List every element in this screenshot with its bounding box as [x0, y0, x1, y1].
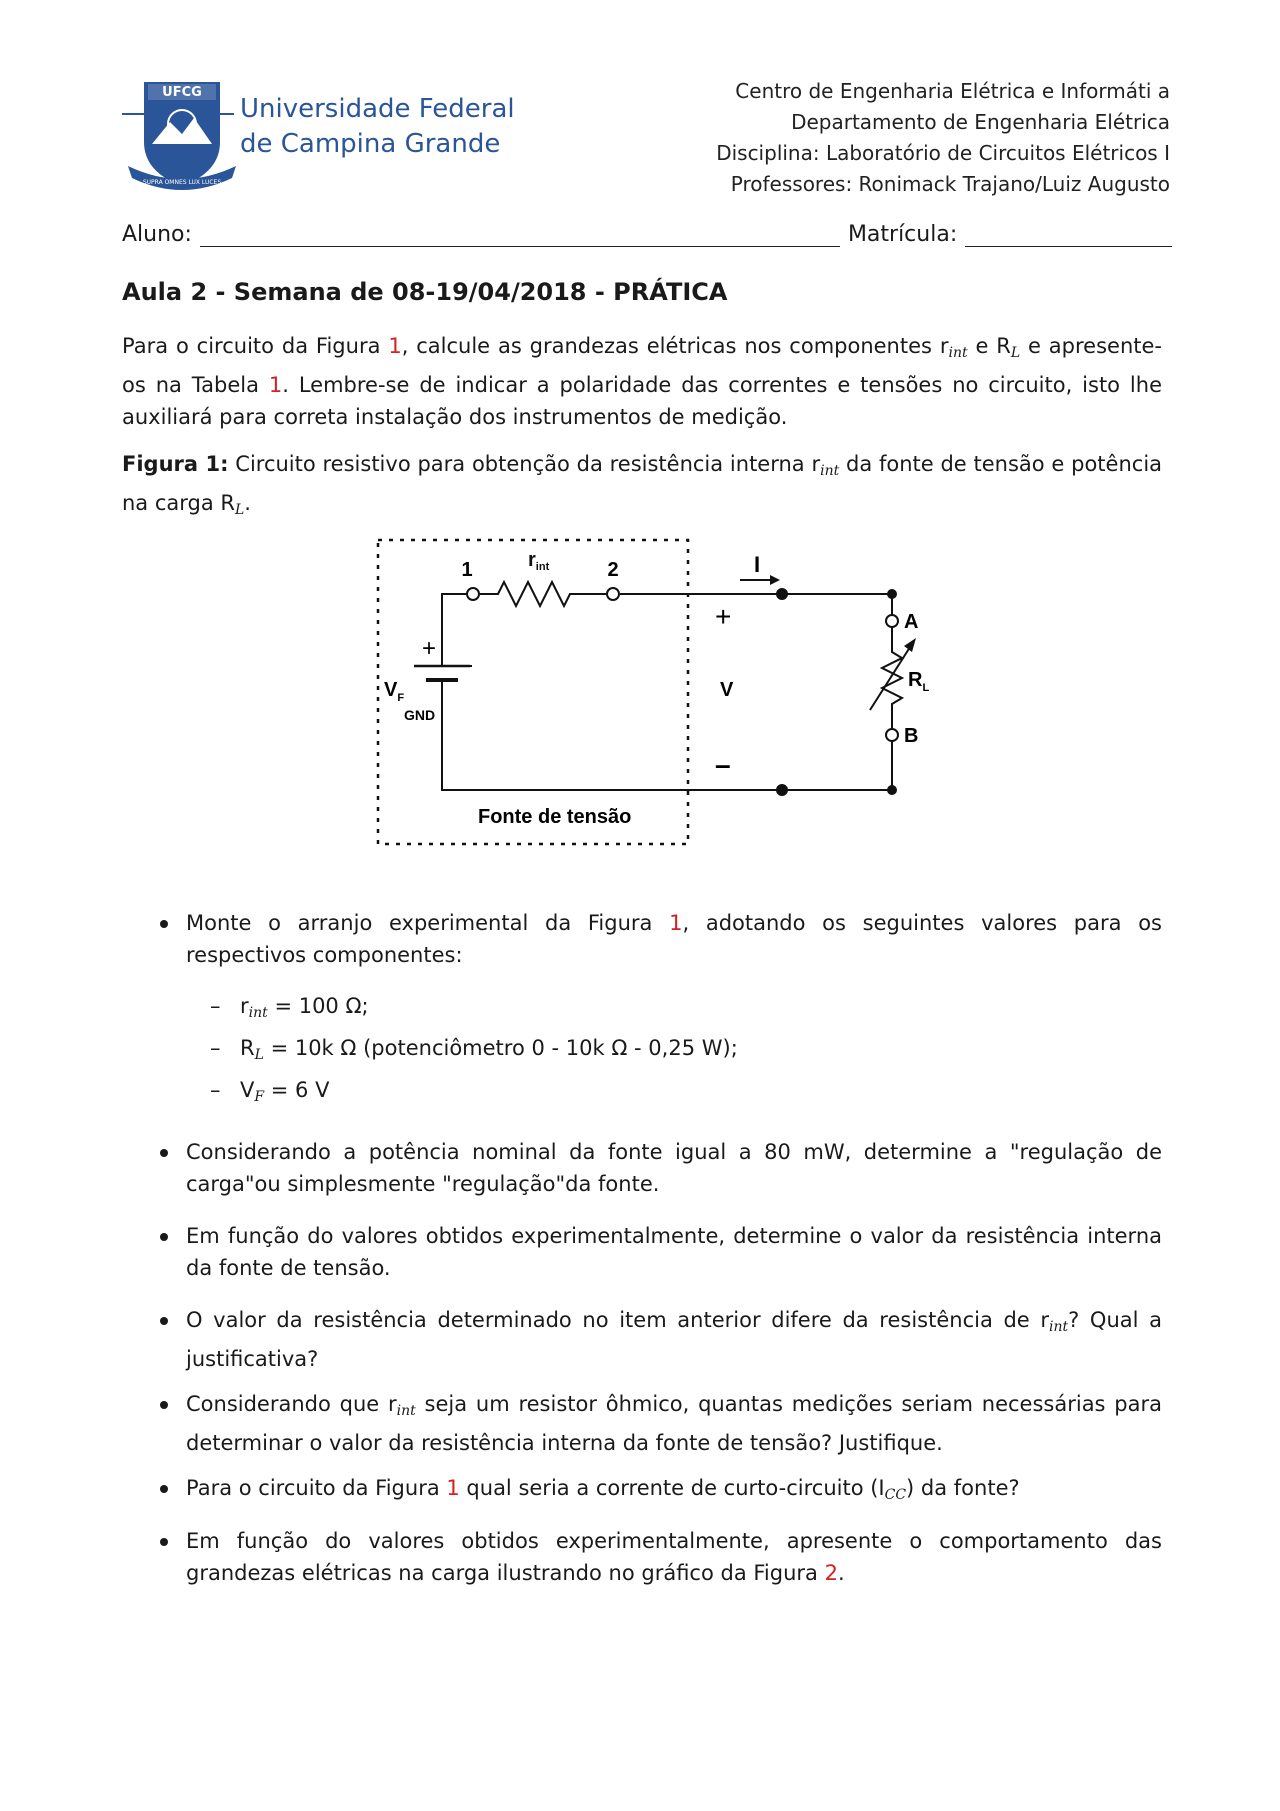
sub-1-symbol: r: [240, 994, 249, 1018]
rint-label: $r_{int}$: [528, 549, 550, 573]
bullet-4-text-1: O valor da resistência determinado no item anterior difere da resistência de r: [186, 1308, 1050, 1332]
university-name-line1: Universidade Federal: [240, 94, 515, 124]
circuit-wires: [442, 594, 892, 790]
bullet-dot: [160, 1233, 168, 1241]
resistor-rint: [480, 582, 606, 606]
bullet-6-subscript: CC: [884, 1487, 907, 1503]
figure-sub-int: int: [820, 463, 840, 479]
department-block: [716, 76, 1170, 200]
list-item: [150, 1388, 1162, 1459]
sub-3-value: = 6 V: [264, 1078, 330, 1102]
bullet-7-text-1: Em função do valores obtidos experimentalmente, apresente o comportamento das grandezas elétricas na carga ilustrando no gráfico da Figura: [186, 1529, 1162, 1585]
sub-item: – $V_F = 6$ V: [210, 1078, 330, 1105]
sub-item: – $r_{int} = 100$ Ω;: [210, 994, 369, 1021]
node-top-right: [887, 589, 897, 599]
list-item: [150, 1136, 1162, 1200]
bullet-dot: [160, 1538, 168, 1546]
page-title: Aula 2 - Semana de 08-19/04/2018 - PRÁTICA: [122, 278, 728, 306]
bullet-dot: [160, 1485, 168, 1493]
circuit-diagram: [370, 534, 930, 854]
intro-text-4: e apresente-os na Tabela: [122, 334, 1162, 397]
bullet-5-subscript: int: [396, 1403, 416, 1419]
bullet-dot: [160, 1317, 168, 1325]
registration-label: Matrícula:: [847, 222, 958, 247]
node-2-label: 2: [607, 559, 619, 581]
intro-paragraph: [122, 330, 1162, 433]
intro-text-5: . Lembre-se de indicar a polaridade das correntes e tensões no circuito, isto lhe auxiliará para correta instalação dos instrumentos de medição.: [122, 373, 1162, 429]
discipline-name: Disciplina: Laboratório de Circuitos Elétricos I: [716, 141, 1170, 165]
bullet-dot: [160, 920, 168, 928]
list-item: [150, 1220, 1162, 1284]
source-box: [378, 540, 688, 844]
intro-sub-l: L: [1010, 345, 1021, 361]
figure-ref-link[interactable]: 1: [446, 1476, 460, 1500]
bullet-4-text-2: ? Qual a justificativa?: [186, 1308, 1162, 1371]
sub-3-symbol: V: [240, 1078, 255, 1102]
intro-text-2: , calcule as grandezas elétricas nos componentes r: [401, 334, 949, 358]
current-label: I: [754, 552, 761, 577]
bullet-1-text-2: , adotando os seguintes valores para os respectivos componentes:: [186, 911, 1162, 967]
bullet-dot: [160, 1401, 168, 1409]
student-name-field[interactable]: [200, 224, 840, 247]
bullet-5-text-1: Considerando que r: [186, 1392, 397, 1416]
figure-ref-link[interactable]: 1: [388, 334, 402, 358]
department-name: Departamento de Engenharia Elétrica: [791, 110, 1170, 134]
figure-ref-link[interactable]: 2: [824, 1561, 838, 1585]
list-item: [150, 1304, 1162, 1375]
registration-field[interactable]: [965, 224, 1172, 247]
center-name: Centro de Engenharia Elétrica e Informáti a: [735, 79, 1170, 103]
student-line: [122, 222, 1172, 247]
logo-text: UFCG: [162, 85, 202, 100]
bullet-2-text: Considerando a potência nominal da fonte igual a 80 mW, determine a "regulação de carga"ou simplesmente "regulação"da fonte.: [186, 1140, 1162, 1196]
bullet-5-text-2: seja um resistor ôhmico, quantas medições seriam necessárias para determinar o valor da resistência interna da fonte de tensão? Justifique.: [186, 1392, 1162, 1455]
professors-names: Professores: Ronimack Trajano/Luiz Augusto: [730, 172, 1170, 196]
bullet-dot: [160, 1149, 168, 1157]
logo-motto: SUPRA OMNES LUX LUCES: [142, 179, 222, 186]
current-arrowhead: [770, 575, 780, 585]
figure-text-1: Circuito resistivo para obtenção da resistência interna r: [228, 452, 821, 476]
terminal-b: [886, 729, 898, 741]
sub-2-subscript: L: [254, 1047, 264, 1063]
figure-caption: [122, 448, 1162, 526]
node-2-terminal: [607, 588, 619, 600]
vf-label: $V_F$: [384, 679, 405, 704]
bullet-7-text-2: .: [837, 1561, 845, 1585]
potentiometer-arrow: [870, 644, 912, 710]
intro-text-3: e R: [967, 334, 1011, 358]
node-1-label: 1: [461, 559, 473, 581]
battery-plus-sign: +: [422, 635, 437, 662]
figure-text-2: da fonte de tensão e potência na carga R: [122, 452, 1163, 515]
figure-sub-l: L: [235, 502, 245, 518]
potentiometer-arrowhead: [904, 638, 916, 652]
table-ref-link[interactable]: 1: [268, 373, 283, 397]
figure-ref-link[interactable]: 1: [669, 911, 683, 935]
bullet-4-subscript: int: [1049, 1319, 1069, 1335]
bullet-3-text: Em função do valores obtidos experimentalmente, determine o valor da resistência interna da fonte de tensão.: [186, 1224, 1162, 1280]
sub-1-subscript: int: [248, 1005, 268, 1021]
bullet-6-text-3: ) da fonte?: [906, 1476, 1020, 1500]
terminal-b-label: B: [904, 725, 919, 747]
bullet-6-text-1: Para o circuito da Figura: [186, 1476, 447, 1500]
gnd-label: GND: [404, 707, 436, 723]
sub-2-value: = 10k Ω (potenciômetro 0 - 10k Ω - 0,25 W);: [263, 1036, 738, 1060]
terminal-a-label: A: [904, 611, 919, 633]
node-1-terminal: [467, 588, 479, 600]
sub-1-value: = 100 Ω;: [267, 994, 369, 1018]
bullet-6-text-2: qual seria a corrente de curto-circuito (I: [459, 1476, 885, 1500]
potentiometer-rl: [882, 646, 902, 710]
intro-sub-int: int: [948, 345, 968, 361]
node-top: [776, 588, 788, 600]
figure-label: Figura 1:: [122, 452, 229, 476]
list-item: [150, 1525, 1162, 1589]
v-plus-sign: +: [715, 601, 732, 632]
list-item: [150, 1472, 1162, 1511]
sub-2-symbol: R: [240, 1036, 255, 1060]
list-item: [150, 907, 1162, 971]
student-label: Aluno:: [122, 222, 192, 247]
figure-text-3: .: [244, 491, 251, 515]
university-name: [240, 92, 515, 162]
sub-3-subscript: F: [254, 1089, 265, 1105]
intro-text-1: Para o circuito da Figura: [122, 334, 389, 358]
sub-item: – $R_L = 10k$ Ω (potenciômetro 0 - 10k Ω - 0,25 W);: [210, 1036, 738, 1063]
node-bottom: [776, 784, 788, 796]
v-minus-sign: –: [715, 749, 731, 780]
bullet-1-text-1: Monte o arranjo experimental da Figura: [186, 911, 670, 935]
university-name-line2: de Campina Grande: [240, 129, 501, 159]
source-box-label: Fonte de tensão: [478, 806, 632, 828]
node-bottom-right: [887, 785, 897, 795]
rl-label: $R_L$: [908, 669, 930, 694]
v-label: V: [720, 679, 734, 701]
terminal-a: [886, 615, 898, 627]
